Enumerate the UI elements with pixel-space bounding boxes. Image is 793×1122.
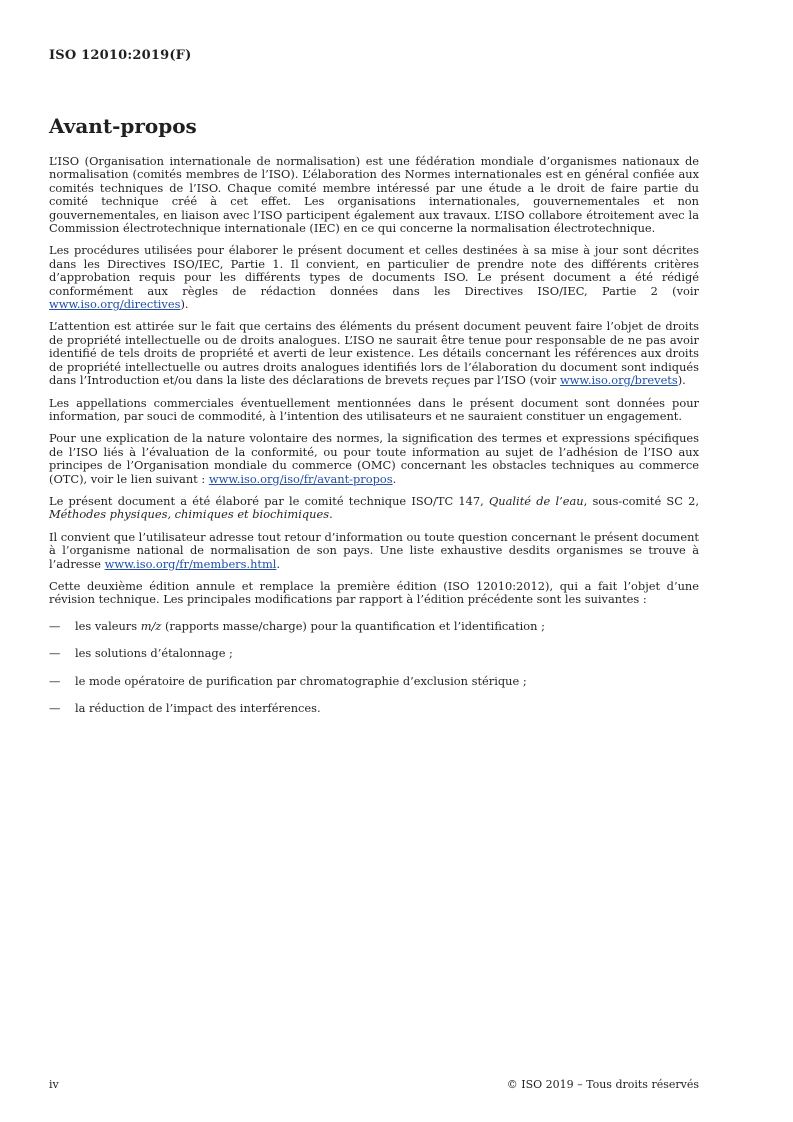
paragraph-voluntary-nature: [49, 432, 699, 486]
changes-list: [49, 620, 699, 716]
list-item: [49, 620, 699, 633]
members-link[interactable]: www.iso.org/fr/members.html: [104, 556, 277, 571]
list-dash: —: [49, 646, 61, 661]
paragraph-feedback: [49, 531, 699, 571]
copyright-notice: © ISO 2019 – Tous droits réservés: [506, 1078, 699, 1091]
paragraph-edition: Cette deuxième édition annule et remplace la première édition (ISO 12010:2012), qui a fait l’objet d’une révision technique. Les principales modifications par rapport à l’édition précédente sont les suivantes :: [49, 578, 699, 607]
paragraph-patents-end: ).: [677, 373, 686, 388]
paragraph-procedures-end: ).: [180, 297, 189, 312]
foreword-link[interactable]: www.iso.org/iso/fr/avant-propos: [208, 471, 393, 486]
foreword-body: [49, 155, 699, 729]
page-title: Avant-propos: [49, 114, 197, 138]
list-item-text: la réduction de l’impact des interférences.: [75, 701, 321, 715]
paragraph-procedures-text: Les procédures utilisées pour élaborer le présent document et celles destinées à sa mise à jour sont décrites dans les Directives ISO/IEC, Partie 1. Il convient, en particulier de prendre note des différents critères d’approbation requis pour les différents types de documents ISO. Le présent document a été rédigé conformément aux règles de rédaction données dans les Directives ISO/IEC, Partie 2 (voir: [49, 243, 699, 298]
committee-title: Qualité de l’eau: [488, 493, 584, 508]
list-item-emphasis: m/z: [140, 618, 162, 633]
paragraph-patents-text: L’attention est attirée sur le fait que certains des éléments du présent document peuvent faire l’objet de droits de propriété intellectuelle ou de droits analogues. L’ISO ne saurait être tenue pour responsable de ne pas avoir identifié de tels droits de propriété et averti de leur existence. Les détails concernant les références aux droits de propriété intellectuelle ou autres droits analogues identifiés lors de l’élaboration du document sont indiqués dans l’Introduction et/ou dans la liste des déclarations de brevets reçues par l’ISO (voir: [49, 319, 699, 388]
paragraph-patents: [49, 320, 699, 387]
paragraph-voluntary-end: .: [392, 471, 397, 486]
paragraph-feedback-end: .: [276, 556, 281, 571]
paragraph-voluntary-text: Pour une explication de la nature volontaire des normes, la signification des termes et expressions spécifiques de l’ISO liés à l’évaluation de la conformité, ou pour toute information au sujet de l’adhésion de l’ISO aux principes de l’Organisation mondiale du commerce (OMC) concernant les obstacles techniques au commerce (OTC), voir le lien suivant :: [49, 431, 699, 486]
paragraph-committee-text: Le présent document a été élaboré par le comité technique ISO/TC 147,: [49, 493, 489, 508]
document-id: ISO 12010:2019(F): [49, 48, 192, 63]
paragraph-committee-end: .: [329, 507, 333, 522]
paragraph-trade-names: Les appellations commerciales éventuellement mentionnées dans le présent document sont données pour information, par souci de commodité, à l’intention des utilisateurs et ne sauraient constituer un engagement.: [49, 395, 699, 423]
list-item: [49, 647, 699, 660]
paragraph-committee-mid: , sous-comité SC 2,: [583, 493, 700, 508]
paragraph-feedback-text: Il convient que l’utilisateur adresse tout retour d’information ou toute question concernant le présent document à l’organisme national de normalisation de son pays. Une liste exhaustive desdits organismes se trouve à l’adresse: [49, 529, 699, 571]
list-dash: —: [49, 701, 61, 715]
list-item: [49, 702, 699, 715]
subcommittee-title: Méthodes physiques, chimiques et biochimiques: [49, 507, 330, 522]
list-dash: —: [49, 673, 61, 688]
paragraph-iso-intro: L’ISO (Organisation internationale de normalisation) est une fédération mondiale d’organismes nationaux de normalisation (comités membres de l’ISO). L’élaboration des Normes internationales est en général confiée aux comités techniques de l’ISO. Chaque comité membre intéressé par une étude a le droit de faire partie du comité technique créé à cet effet. Les organisations internationales, gouvernementales et non gouvernementales, en liaison avec l’ISO participent également aux travaux. L’ISO collabore étroitement avec la Commission électrotechnique internationale (IEC) en ce qui concerne la normalisation électrotechnique.: [49, 154, 699, 236]
patents-link[interactable]: www.iso.org/brevets: [559, 373, 678, 388]
list-item-text: le mode opératoire de purification par chromatographie d’exclusion stérique ;: [75, 673, 527, 688]
page-number: iv: [49, 1078, 59, 1091]
paragraph-committee: [49, 495, 699, 522]
paragraph-procedures: [49, 244, 699, 311]
list-dash: —: [49, 618, 61, 633]
directives-link[interactable]: www.iso.org/directives: [49, 297, 181, 312]
list-item-text: les valeurs: [75, 618, 141, 633]
list-item: [49, 675, 699, 688]
list-item-text: les solutions d’étalonnage ;: [75, 646, 233, 661]
list-item-text-end: (rapports masse/charge) pour la quantification et l’identification ;: [161, 618, 545, 633]
